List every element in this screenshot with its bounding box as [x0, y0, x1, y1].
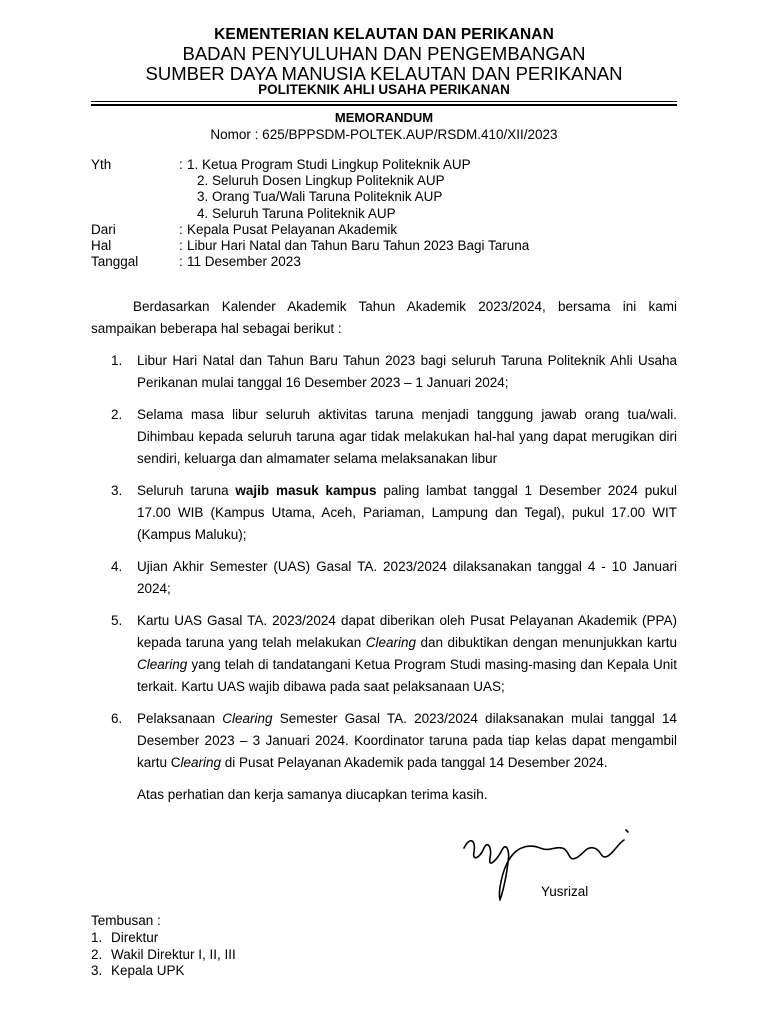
- field-dari: [91, 222, 691, 238]
- field-yth-cont: [91, 189, 691, 205]
- memo-body: [91, 296, 677, 806]
- point-number: 6.: [111, 711, 123, 726]
- point-item: [91, 480, 677, 546]
- field-label: Yth: [91, 157, 112, 172]
- point-number: 3.: [111, 483, 123, 498]
- field-yth: [91, 157, 691, 173]
- letterhead-rule-thick: [91, 104, 677, 106]
- field-separator: :: [179, 254, 183, 270]
- field-separator: :: [179, 221, 183, 237]
- tembusan-block: [91, 913, 236, 980]
- point-number: 4.: [111, 559, 123, 574]
- tembusan-label: Tembusan :: [91, 913, 161, 928]
- closing-paragraph: Atas perhatian dan kerja samanya diucapkan terima kasih.: [137, 787, 488, 802]
- field-value: Kepala Pusat Pelayanan Akademik: [187, 221, 398, 237]
- tembusan-item: 2. Wakil Direktur I, II, III: [91, 946, 236, 962]
- point-number: 1.: [111, 353, 123, 368]
- field-yth-cont: [91, 173, 691, 189]
- point-item: [91, 610, 677, 698]
- point-item: [91, 404, 677, 470]
- letterhead-agency-line1: BADAN PENYULUHAN DAN PENGEMBANGAN: [182, 43, 586, 64]
- signer-name: Yusrizal: [541, 884, 589, 899]
- tembusan-item: 1. Direktur: [91, 929, 159, 945]
- recipient-item: 4. Seluruh Taruna Politeknik AUP: [197, 205, 396, 221]
- point-text: Selama masa libur seluruh aktivitas taruna menjadi tanggung jawab orang tua/wali. Dihimbau kepada seluruh taruna agar tidak melakukan hal-hal yang dapat merugikan diri sendiri, keluarga dan almamater selama melaksanakan libur: [137, 407, 677, 466]
- recipient-item: 2. Seluruh Dosen Lingkup Politeknik AUP: [197, 173, 445, 189]
- point-text: Pelaksanaan Clearing Semester Gasal TA. 2023/2024 dilaksanakan mulai tanggal 14 Desember 2023 – 3 Januari 2024. Koordinator taruna pada tiap kelas dapat mengambil kartu Clearing di Pusat Pelayanan Akademik pada tanggal 14 Desember 2024.: [137, 711, 677, 770]
- signature-image: [440, 818, 640, 908]
- field-label: Tanggal: [91, 254, 139, 270]
- letterhead-ministry: KEMENTERIAN KELAUTAN DAN PERIKANAN: [214, 26, 554, 43]
- memo-number: Nomor : 625/BPPSDM-POLTEK.AUP/RSDM.410/XII/2023: [210, 127, 558, 142]
- point-text: Kartu UAS Gasal TA. 2023/2024 dapat diberikan oleh Pusat Pelayanan Akademik (PPA) kepada taruna yang telah melakukan Clearing dan dibuktikan dengan menunjukkan kartu Clearing yang telah di tandatangani Ketua Program Studi masing-masing dan Kepala Unit terkait. Kartu UAS wajib dibawa pada saat pelaksanaan UAS;: [137, 613, 677, 694]
- letterhead-agency-line2: SUMBER DAYA MANUSIA KELAUTAN DAN PERIKANAN: [145, 63, 623, 84]
- field-value: Libur Hari Natal dan Tahun Baru Tahun 2023 Bagi Taruna: [187, 237, 530, 253]
- letterhead-rule-thin: [91, 101, 677, 102]
- tembusan-item: 3. Kepala UPK: [91, 963, 185, 979]
- point-text: Libur Hari Natal dan Tahun Baru Tahun 2023 bagi seluruh Taruna Politeknik Ahli Usaha Perikanan mulai tanggal 16 Desember 2023 – 1 Januari 2024;: [137, 353, 677, 390]
- point-number: 5.: [111, 613, 123, 628]
- field-label: Dari: [91, 221, 116, 237]
- point-text: Ujian Akhir Semester (UAS) Gasal TA. 2023/2024 dilaksanakan tanggal 4 - 10 Januari 2024;: [137, 559, 677, 596]
- recipient-item: 1. Ketua Program Studi Lingkup Politeknik AUP: [187, 157, 471, 172]
- field-separator: :: [179, 237, 183, 253]
- point-item: [91, 350, 677, 394]
- field-separator: :: [179, 157, 183, 172]
- memo-title: MEMORANDUM: [334, 110, 434, 125]
- letterhead-institution: POLITEKNIK AHLI USAHA PERIKANAN: [258, 82, 510, 97]
- recipient-item: 3. Orang Tua/Wali Taruna Politeknik AUP: [197, 189, 443, 205]
- field-yth-cont: [91, 206, 691, 222]
- point-item: [91, 708, 677, 774]
- point-number: 2.: [111, 407, 123, 422]
- field-label: Hal: [91, 237, 112, 253]
- points-list: [91, 350, 677, 774]
- field-hal: [91, 238, 691, 254]
- field-tanggal: [91, 254, 691, 270]
- point-item: [91, 556, 677, 600]
- field-value: 11 Desember 2023: [187, 254, 301, 270]
- intro-paragraph: Berdasarkan Kalender Akademik Tahun Akademik 2023/2024, bersama ini kami sampaikan beberapa hal sebagai berikut :: [91, 299, 677, 336]
- memo-header-fields: [91, 157, 691, 270]
- point-text: Seluruh taruna wajib masuk kampus paling lambat tanggal 1 Desember 2024 pukul 17.00 WIB (Kampus Utama, Aceh, Pariaman, Lampung dan Tegal), pukul 17.00 WIT (Kampus Maluku);: [137, 483, 678, 542]
